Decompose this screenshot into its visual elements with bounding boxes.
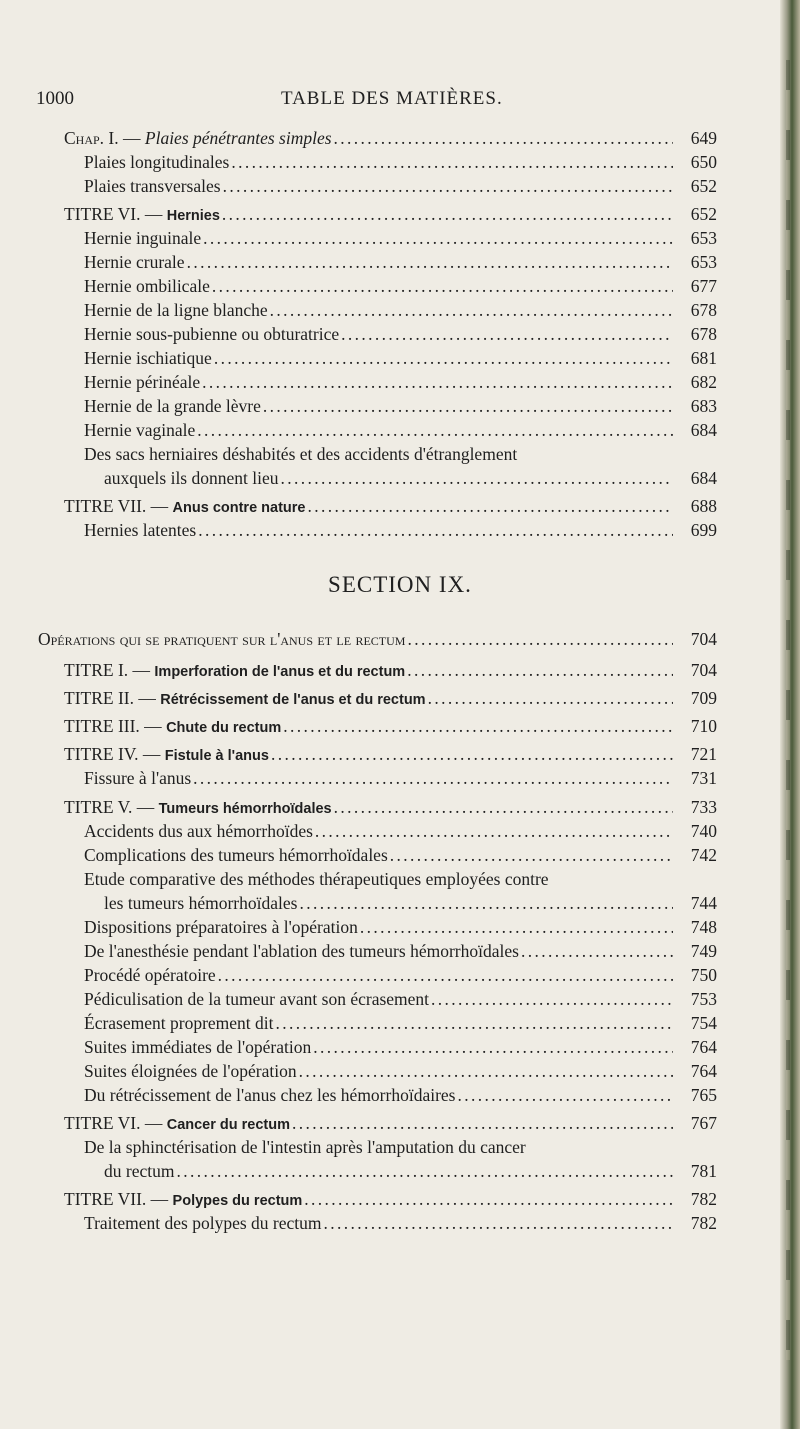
entry-title: Hernie ischiatique: [84, 348, 212, 368]
entry-prefix: TITRE II. —: [64, 688, 161, 708]
entry-title: Suites immédiates de l'opération: [84, 1037, 312, 1057]
toc-entry: [0, 494, 800, 518]
entry-page: 764: [690, 1037, 717, 1057]
toc-entry: [0, 1059, 800, 1083]
entry-title: Du rétrécissement de l'anus chez les hémorrhoïdaires: [84, 1085, 456, 1105]
toc-entry: [0, 714, 800, 738]
entry-title: Procédé opératoire: [84, 965, 216, 985]
toc-entry: [0, 1083, 800, 1107]
entry-title: Complications des tumeurs hémorrhoïdales: [84, 845, 388, 865]
entry-title: Accidents dus aux hémorrhoïdes: [84, 821, 313, 841]
entry-title: Rétrécissement de l'anus et du rectum: [160, 692, 426, 708]
entry-title: Anus contre nature: [172, 500, 306, 516]
entry-page: 710: [690, 716, 717, 736]
entry-title-line2: du rectum: [104, 1161, 175, 1181]
entry-page: 681: [690, 348, 717, 368]
entry-page: 782: [690, 1213, 717, 1233]
entry-title: Pédiculisation de la tumeur avant son écrasement: [84, 989, 430, 1009]
entry-page: 677: [690, 276, 717, 296]
toc-entry: [0, 843, 800, 867]
toc-entry: [0, 795, 800, 819]
entry-title: Hernies latentes: [84, 520, 197, 540]
toc-entry: [0, 1187, 800, 1211]
entry-prefix: TITRE VI. —: [64, 204, 167, 224]
entry-page: 683: [690, 396, 717, 416]
toc-entry: [0, 126, 800, 150]
entry-title-line2: auxquels ils donnent lieu: [104, 468, 279, 488]
entry-prefix: TITRE VII. —: [64, 1189, 173, 1209]
entry-title: Hernie de la ligne blanche: [84, 300, 268, 320]
toc-entry: [0, 518, 800, 542]
toc-entry: [0, 1111, 800, 1135]
entry-title: Hernie sous-pubienne ou obturatrice: [84, 324, 340, 344]
entry-prefix: TITRE VII. —: [64, 496, 173, 516]
toc-entry: [0, 1211, 800, 1235]
toc-entry: [0, 963, 800, 987]
entry-page: 731: [690, 768, 717, 788]
toc-entry-line: [0, 1135, 800, 1159]
entry-title: Hernie de la grande lèvre: [84, 396, 261, 416]
entry-page: 744: [690, 893, 717, 913]
entry-title: Plaies longitudinales: [84, 152, 230, 172]
toc-entry: [0, 226, 800, 250]
entry-page: 748: [690, 917, 717, 937]
entry-page: 704: [690, 660, 717, 680]
entry-page: 709: [690, 688, 717, 708]
entry-page: 649: [690, 128, 717, 148]
toc-entry: [0, 1011, 800, 1035]
toc-entry: [0, 987, 800, 1011]
entry-prefix: TITRE IV. —: [64, 744, 165, 764]
section-heading: SECTION IX.: [328, 572, 472, 597]
entry-title: Plaies transversales: [84, 176, 221, 196]
running-title: TABLE DES MATIÈRES.: [281, 88, 503, 109]
entry-title: De l'anesthésie pendant l'ablation des tumeurs hémorrhoïdales: [84, 941, 519, 961]
entry-page: 740: [690, 821, 717, 841]
entry-title: Chute du rectum: [166, 720, 282, 736]
entry-prefix: TITRE III. —: [64, 716, 167, 736]
entry-page: 653: [690, 252, 717, 272]
entry-page: 721: [690, 744, 717, 764]
toc-entry: [0, 274, 800, 298]
toc-entry: [0, 466, 800, 490]
entry-title: Fissure à l'anus: [84, 768, 192, 788]
entry-page: 652: [690, 176, 717, 196]
entry-page: 753: [690, 989, 717, 1009]
entry-title: Polypes du rectum: [172, 1193, 303, 1209]
toc-entry: [0, 298, 800, 322]
entry-page: 678: [690, 300, 717, 320]
page-header: [36, 88, 736, 112]
toc-entry: [0, 891, 800, 915]
entry-title: Tumeurs hémorrhoïdales: [158, 801, 332, 817]
entry-page: 749: [690, 941, 717, 961]
entry-title: Écrasement proprement dit: [84, 1013, 274, 1033]
toc-entry-line: [0, 867, 800, 891]
toc-entry: [0, 1159, 800, 1183]
entry-title: Hernie ombilicale: [84, 276, 210, 296]
entry-page: 754: [690, 1013, 717, 1033]
toc-entry: [0, 915, 800, 939]
toc-entry: [0, 939, 800, 963]
toc-entry: [0, 766, 800, 790]
entry-title: Imperforation de l'anus et du rectum: [154, 664, 406, 680]
entry-page: 764: [690, 1061, 717, 1081]
entry-title: Hernie crurale: [84, 252, 185, 272]
toc-entry: [0, 150, 800, 174]
entry-title: Plaies pénétrantes simples: [144, 128, 332, 148]
entry-page: 699: [690, 520, 717, 540]
entry-prefix: TITRE V. —: [64, 797, 159, 817]
toc-entry: [0, 418, 800, 442]
toc-entry: [0, 250, 800, 274]
toc-entry: [0, 202, 800, 226]
toc-entry: [0, 370, 800, 394]
entry-page: 782: [690, 1189, 717, 1209]
entry-page: 688: [690, 496, 717, 516]
entry-page: 742: [690, 845, 717, 865]
entry-page: 765: [690, 1085, 717, 1105]
entry-page: 652: [690, 204, 717, 224]
entry-title: Opérations qui se pratiquent sur l'anus et le rectum: [38, 629, 406, 649]
toc-entry: [0, 174, 800, 198]
entry-page: 653: [690, 228, 717, 248]
entry-prefix: Chap. I. —: [64, 128, 145, 148]
entry-prefix: TITRE VI. —: [64, 1113, 167, 1133]
entry-page: 682: [690, 372, 717, 392]
entry-page: 704: [690, 629, 717, 649]
entry-page: 684: [690, 468, 717, 488]
toc-entry: [0, 1035, 800, 1059]
entry-title: Traitement des polypes du rectum: [84, 1213, 322, 1233]
toc-entry: [0, 658, 800, 682]
toc-entry: [0, 686, 800, 710]
entry-page: 733: [690, 797, 717, 817]
toc-entry: [0, 819, 800, 843]
entry-title-line2: les tumeurs hémorrhoïdales: [104, 893, 298, 913]
entry-page: 684: [690, 420, 717, 440]
entry-title-line1: De la sphinctérisation de l'intestin après l'amputation du cancer: [84, 1137, 526, 1157]
entry-title-line1: Etude comparative des méthodes thérapeutiques employées contre: [84, 869, 549, 889]
toc-entry: [0, 322, 800, 346]
entry-prefix: TITRE I. —: [64, 660, 155, 680]
page-number: 1000: [36, 88, 74, 109]
entry-title: Fistule à l'anus: [164, 748, 269, 764]
entry-page: 750: [690, 965, 717, 985]
entry-title: Dispositions préparatoires à l'opération: [84, 917, 358, 937]
toc-entry: [0, 627, 800, 651]
toc-entry: [0, 742, 800, 766]
entry-title: Suites éloignées de l'opération: [84, 1061, 297, 1081]
entry-title: Cancer du rectum: [166, 1117, 291, 1133]
entry-title: Hernies: [166, 208, 220, 224]
entry-title-line1: Des sacs herniaires déshabités et des accidents d'étranglement: [84, 444, 518, 464]
toc-entry: [0, 346, 800, 370]
entry-page: 650: [690, 152, 717, 172]
entry-title: Hernie vaginale: [84, 420, 196, 440]
entry-page: 781: [690, 1161, 717, 1181]
entry-page: 678: [690, 324, 717, 344]
toc-entry-line: [0, 442, 800, 466]
toc-entry: [0, 394, 800, 418]
entry-title: Hernie périnéale: [84, 372, 201, 392]
entry-page: 767: [690, 1113, 717, 1133]
entry-title: Hernie inguinale: [84, 228, 202, 248]
